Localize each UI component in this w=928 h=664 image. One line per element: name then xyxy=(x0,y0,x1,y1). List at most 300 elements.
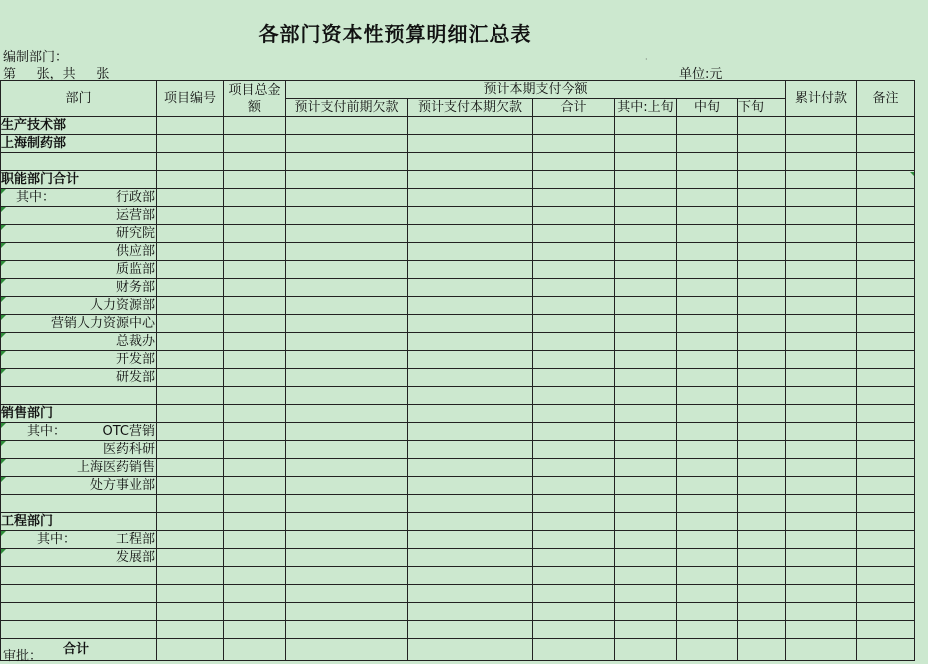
data-cell[interactable] xyxy=(615,603,677,621)
data-cell[interactable] xyxy=(738,279,786,297)
data-cell[interactable] xyxy=(408,261,533,279)
data-cell[interactable] xyxy=(857,333,915,351)
data-cell[interactable] xyxy=(533,261,615,279)
data-cell[interactable] xyxy=(408,207,533,225)
data-cell[interactable] xyxy=(157,441,224,459)
data-cell[interactable] xyxy=(615,585,677,603)
data-cell[interactable] xyxy=(157,333,224,351)
dept-cell[interactable] xyxy=(1,333,157,351)
data-cell[interactable] xyxy=(786,135,857,153)
data-cell[interactable] xyxy=(677,585,738,603)
data-cell[interactable] xyxy=(857,423,915,441)
data-cell[interactable] xyxy=(533,549,615,567)
data-cell[interactable] xyxy=(857,351,915,369)
data-cell[interactable] xyxy=(786,531,857,549)
dept-cell[interactable]: 销售部门 xyxy=(1,405,157,423)
data-cell[interactable] xyxy=(786,225,857,243)
data-cell[interactable] xyxy=(286,351,408,369)
data-cell[interactable] xyxy=(615,117,677,135)
data-cell[interactable] xyxy=(786,315,857,333)
data-cell[interactable] xyxy=(738,513,786,531)
dept-cell[interactable] xyxy=(1,207,157,225)
data-cell[interactable] xyxy=(857,531,915,549)
data-cell[interactable] xyxy=(408,135,533,153)
header-middle-period[interactable]: 中旬 xyxy=(677,99,738,117)
data-cell[interactable] xyxy=(615,225,677,243)
data-cell[interactable] xyxy=(286,585,408,603)
data-cell[interactable] xyxy=(786,549,857,567)
data-cell[interactable] xyxy=(224,135,286,153)
data-cell[interactable] xyxy=(157,549,224,567)
data-cell[interactable] xyxy=(677,549,738,567)
data-cell[interactable] xyxy=(533,135,615,153)
data-cell[interactable] xyxy=(286,513,408,531)
dept-cell[interactable] xyxy=(1,261,157,279)
dept-cell[interactable] xyxy=(1,279,157,297)
data-cell[interactable] xyxy=(224,405,286,423)
dept-cell[interactable] xyxy=(1,495,157,513)
data-cell[interactable] xyxy=(533,459,615,477)
data-cell[interactable] xyxy=(224,153,286,171)
data-cell[interactable] xyxy=(157,243,224,261)
data-cell[interactable] xyxy=(786,243,857,261)
data-cell[interactable] xyxy=(615,171,677,189)
data-cell[interactable] xyxy=(615,549,677,567)
dept-cell[interactable] xyxy=(1,603,157,621)
data-cell[interactable] xyxy=(677,225,738,243)
data-cell[interactable] xyxy=(224,531,286,549)
data-cell[interactable] xyxy=(786,351,857,369)
data-cell[interactable] xyxy=(615,189,677,207)
data-cell[interactable] xyxy=(738,405,786,423)
data-cell[interactable] xyxy=(533,369,615,387)
data-cell[interactable] xyxy=(738,171,786,189)
data-cell[interactable] xyxy=(157,513,224,531)
data-cell[interactable] xyxy=(533,189,615,207)
data-cell[interactable] xyxy=(677,315,738,333)
header-curr-arrears[interactable]: 预计支付本期欠款 xyxy=(408,99,533,117)
data-cell[interactable] xyxy=(857,387,915,405)
dept-cell[interactable] xyxy=(1,567,157,585)
data-cell[interactable] xyxy=(224,567,286,585)
data-cell[interactable] xyxy=(224,171,286,189)
data-cell[interactable] xyxy=(677,171,738,189)
data-cell[interactable] xyxy=(533,423,615,441)
dept-cell[interactable] xyxy=(1,297,157,315)
data-cell[interactable] xyxy=(408,531,533,549)
data-cell[interactable] xyxy=(738,387,786,405)
data-cell[interactable] xyxy=(533,171,615,189)
data-cell[interactable] xyxy=(157,315,224,333)
data-cell[interactable] xyxy=(677,351,738,369)
data-cell[interactable] xyxy=(738,549,786,567)
data-cell[interactable] xyxy=(224,117,286,135)
data-cell[interactable] xyxy=(857,261,915,279)
data-cell[interactable] xyxy=(286,297,408,315)
data-cell[interactable] xyxy=(157,207,224,225)
data-cell[interactable] xyxy=(677,441,738,459)
data-cell[interactable] xyxy=(408,369,533,387)
header-payment-group[interactable]: 预计本期支付今额 xyxy=(286,81,786,99)
data-cell[interactable] xyxy=(857,495,915,513)
data-cell[interactable] xyxy=(224,387,286,405)
data-cell[interactable] xyxy=(533,513,615,531)
data-cell[interactable] xyxy=(157,369,224,387)
data-cell[interactable] xyxy=(157,639,224,661)
data-cell[interactable] xyxy=(738,531,786,549)
data-cell[interactable] xyxy=(738,333,786,351)
data-cell[interactable] xyxy=(533,621,615,639)
data-cell[interactable] xyxy=(615,495,677,513)
data-cell[interactable] xyxy=(286,621,408,639)
data-cell[interactable] xyxy=(615,351,677,369)
data-cell[interactable] xyxy=(408,243,533,261)
data-cell[interactable] xyxy=(786,513,857,531)
header-project-total[interactable] xyxy=(224,81,286,117)
data-cell[interactable] xyxy=(738,567,786,585)
data-cell[interactable] xyxy=(738,585,786,603)
data-cell[interactable] xyxy=(157,387,224,405)
data-cell[interactable] xyxy=(677,153,738,171)
data-cell[interactable] xyxy=(224,441,286,459)
data-cell[interactable] xyxy=(615,405,677,423)
data-cell[interactable] xyxy=(857,441,915,459)
dept-cell[interactable] xyxy=(1,369,157,387)
data-cell[interactable] xyxy=(738,477,786,495)
data-cell[interactable] xyxy=(615,333,677,351)
data-cell[interactable] xyxy=(677,513,738,531)
header-project-no[interactable]: 项目编号 xyxy=(157,81,224,117)
data-cell[interactable] xyxy=(286,117,408,135)
data-cell[interactable] xyxy=(533,441,615,459)
data-cell[interactable] xyxy=(615,423,677,441)
data-cell[interactable] xyxy=(408,495,533,513)
data-cell[interactable] xyxy=(157,603,224,621)
data-cell[interactable] xyxy=(786,621,857,639)
data-cell[interactable] xyxy=(786,567,857,585)
data-cell[interactable] xyxy=(286,531,408,549)
data-cell[interactable] xyxy=(533,225,615,243)
data-cell[interactable] xyxy=(224,495,286,513)
data-cell[interactable] xyxy=(157,171,224,189)
data-cell[interactable] xyxy=(677,621,738,639)
data-cell[interactable] xyxy=(738,603,786,621)
dept-cell[interactable] xyxy=(1,441,157,459)
data-cell[interactable] xyxy=(857,225,915,243)
data-cell[interactable] xyxy=(224,243,286,261)
data-cell[interactable] xyxy=(408,405,533,423)
data-cell[interactable] xyxy=(408,279,533,297)
data-cell[interactable] xyxy=(408,441,533,459)
data-cell[interactable] xyxy=(857,549,915,567)
data-cell[interactable] xyxy=(224,621,286,639)
data-cell[interactable] xyxy=(786,495,857,513)
data-cell[interactable] xyxy=(533,153,615,171)
data-cell[interactable] xyxy=(408,639,533,661)
data-cell[interactable] xyxy=(533,315,615,333)
data-cell[interactable] xyxy=(738,261,786,279)
data-cell[interactable] xyxy=(615,207,677,225)
data-cell[interactable] xyxy=(786,441,857,459)
data-cell[interactable] xyxy=(157,261,224,279)
data-cell[interactable] xyxy=(738,441,786,459)
data-cell[interactable] xyxy=(408,621,533,639)
data-cell[interactable] xyxy=(286,459,408,477)
data-cell[interactable] xyxy=(738,189,786,207)
data-cell[interactable] xyxy=(738,297,786,315)
data-cell[interactable] xyxy=(677,369,738,387)
data-cell[interactable] xyxy=(533,243,615,261)
data-cell[interactable] xyxy=(533,585,615,603)
data-cell[interactable] xyxy=(677,135,738,153)
data-cell[interactable] xyxy=(738,135,786,153)
dept-cell[interactable] xyxy=(1,351,157,369)
data-cell[interactable] xyxy=(857,117,915,135)
data-cell[interactable] xyxy=(286,171,408,189)
data-cell[interactable] xyxy=(677,189,738,207)
data-cell[interactable] xyxy=(286,189,408,207)
data-cell[interactable] xyxy=(677,405,738,423)
data-cell[interactable] xyxy=(857,639,915,661)
data-cell[interactable] xyxy=(408,171,533,189)
data-cell[interactable] xyxy=(533,639,615,661)
data-cell[interactable] xyxy=(157,279,224,297)
data-cell[interactable] xyxy=(286,279,408,297)
data-cell[interactable] xyxy=(857,135,915,153)
data-cell[interactable] xyxy=(738,117,786,135)
data-cell[interactable] xyxy=(408,225,533,243)
data-cell[interactable] xyxy=(224,261,286,279)
data-cell[interactable] xyxy=(857,603,915,621)
data-cell[interactable] xyxy=(615,567,677,585)
data-cell[interactable] xyxy=(157,153,224,171)
dept-cell[interactable] xyxy=(1,387,157,405)
header-cumulative[interactable]: 累计付款 xyxy=(786,81,857,117)
data-cell[interactable] xyxy=(224,585,286,603)
data-cell[interactable] xyxy=(857,153,915,171)
data-cell[interactable] xyxy=(157,495,224,513)
data-cell[interactable] xyxy=(786,171,857,189)
data-cell[interactable] xyxy=(857,315,915,333)
data-cell[interactable] xyxy=(677,495,738,513)
data-cell[interactable] xyxy=(408,459,533,477)
data-cell[interactable] xyxy=(786,639,857,661)
data-cell[interactable] xyxy=(738,207,786,225)
data-cell[interactable] xyxy=(677,531,738,549)
data-cell[interactable] xyxy=(533,207,615,225)
data-cell[interactable] xyxy=(157,405,224,423)
header-upper-period[interactable]: 其中:上旬 xyxy=(615,99,677,117)
data-cell[interactable] xyxy=(786,333,857,351)
data-cell[interactable] xyxy=(615,315,677,333)
data-cell[interactable] xyxy=(677,261,738,279)
data-cell[interactable] xyxy=(615,477,677,495)
data-cell[interactable] xyxy=(533,117,615,135)
data-cell[interactable] xyxy=(857,279,915,297)
data-cell[interactable] xyxy=(786,423,857,441)
data-cell[interactable] xyxy=(224,549,286,567)
data-cell[interactable] xyxy=(157,297,224,315)
data-cell[interactable] xyxy=(408,387,533,405)
data-cell[interactable] xyxy=(286,423,408,441)
data-cell[interactable] xyxy=(408,567,533,585)
data-cell[interactable] xyxy=(286,243,408,261)
data-cell[interactable] xyxy=(857,567,915,585)
data-cell[interactable] xyxy=(615,279,677,297)
data-cell[interactable] xyxy=(224,369,286,387)
data-cell[interactable] xyxy=(786,603,857,621)
data-cell[interactable] xyxy=(738,495,786,513)
data-cell[interactable] xyxy=(786,189,857,207)
data-cell[interactable] xyxy=(857,621,915,639)
data-cell[interactable] xyxy=(533,279,615,297)
dept-cell[interactable] xyxy=(1,549,157,567)
data-cell[interactable] xyxy=(533,477,615,495)
data-cell[interactable] xyxy=(738,621,786,639)
data-cell[interactable] xyxy=(286,153,408,171)
data-cell[interactable] xyxy=(677,477,738,495)
data-cell[interactable] xyxy=(738,423,786,441)
data-cell[interactable] xyxy=(857,459,915,477)
data-cell[interactable] xyxy=(408,549,533,567)
data-cell[interactable] xyxy=(157,477,224,495)
header-remark[interactable]: 备注 xyxy=(857,81,915,117)
data-cell[interactable] xyxy=(408,117,533,135)
data-cell[interactable] xyxy=(157,225,224,243)
data-cell[interactable] xyxy=(408,603,533,621)
data-cell[interactable] xyxy=(738,243,786,261)
data-cell[interactable] xyxy=(857,369,915,387)
data-cell[interactable] xyxy=(677,117,738,135)
header-lower-period[interactable]: 下旬 xyxy=(738,99,786,117)
dept-cell[interactable]: 合计 xyxy=(1,639,157,661)
data-cell[interactable] xyxy=(615,621,677,639)
data-cell[interactable] xyxy=(615,639,677,661)
dept-cell[interactable] xyxy=(1,585,157,603)
data-cell[interactable] xyxy=(533,297,615,315)
data-cell[interactable] xyxy=(786,405,857,423)
data-cell[interactable] xyxy=(677,207,738,225)
data-cell[interactable] xyxy=(286,639,408,661)
data-cell[interactable] xyxy=(408,423,533,441)
data-cell[interactable] xyxy=(615,297,677,315)
data-cell[interactable] xyxy=(615,531,677,549)
data-cell[interactable] xyxy=(286,477,408,495)
data-cell[interactable] xyxy=(533,333,615,351)
data-cell[interactable] xyxy=(786,585,857,603)
dept-cell[interactable] xyxy=(1,225,157,243)
data-cell[interactable] xyxy=(615,153,677,171)
data-cell[interactable] xyxy=(224,459,286,477)
data-cell[interactable] xyxy=(286,207,408,225)
data-cell[interactable] xyxy=(224,225,286,243)
data-cell[interactable] xyxy=(677,603,738,621)
data-cell[interactable] xyxy=(533,351,615,369)
header-prev-arrears[interactable]: 预计支付前期欠款 xyxy=(286,99,408,117)
data-cell[interactable] xyxy=(738,225,786,243)
data-cell[interactable] xyxy=(157,459,224,477)
data-cell[interactable] xyxy=(157,117,224,135)
data-cell[interactable] xyxy=(408,513,533,531)
data-cell[interactable] xyxy=(408,333,533,351)
data-cell[interactable] xyxy=(857,189,915,207)
data-cell[interactable] xyxy=(615,369,677,387)
data-cell[interactable] xyxy=(786,459,857,477)
data-cell[interactable] xyxy=(615,387,677,405)
data-cell[interactable] xyxy=(286,549,408,567)
dept-cell[interactable]: 职能部门合计 xyxy=(1,171,157,189)
data-cell[interactable] xyxy=(677,279,738,297)
data-cell[interactable] xyxy=(786,279,857,297)
data-cell[interactable] xyxy=(224,639,286,661)
data-cell[interactable] xyxy=(408,315,533,333)
data-cell[interactable] xyxy=(738,315,786,333)
data-cell[interactable] xyxy=(286,261,408,279)
data-cell[interactable] xyxy=(786,207,857,225)
data-cell[interactable] xyxy=(738,639,786,661)
data-cell[interactable] xyxy=(157,621,224,639)
dept-cell[interactable] xyxy=(1,477,157,495)
data-cell[interactable] xyxy=(224,603,286,621)
data-cell[interactable] xyxy=(738,459,786,477)
data-cell[interactable] xyxy=(677,459,738,477)
data-cell[interactable] xyxy=(857,585,915,603)
dept-cell[interactable] xyxy=(1,423,157,441)
data-cell[interactable] xyxy=(224,513,286,531)
data-cell[interactable] xyxy=(738,153,786,171)
dept-cell[interactable] xyxy=(1,459,157,477)
data-cell[interactable] xyxy=(224,333,286,351)
data-cell[interactable] xyxy=(286,387,408,405)
dept-cell[interactable]: 工程部门 xyxy=(1,513,157,531)
header-dept[interactable]: 部门 xyxy=(1,81,157,117)
data-cell[interactable] xyxy=(786,261,857,279)
data-cell[interactable] xyxy=(408,297,533,315)
data-cell[interactable] xyxy=(224,351,286,369)
data-cell[interactable] xyxy=(857,207,915,225)
data-cell[interactable] xyxy=(408,585,533,603)
data-cell[interactable] xyxy=(786,477,857,495)
data-cell[interactable] xyxy=(286,135,408,153)
data-cell[interactable] xyxy=(408,189,533,207)
dept-cell[interactable] xyxy=(1,531,157,549)
data-cell[interactable] xyxy=(738,369,786,387)
header-subtotal[interactable]: 合计 xyxy=(533,99,615,117)
data-cell[interactable] xyxy=(286,495,408,513)
data-cell[interactable] xyxy=(677,387,738,405)
data-cell[interactable] xyxy=(408,351,533,369)
data-cell[interactable] xyxy=(677,297,738,315)
data-cell[interactable] xyxy=(408,153,533,171)
dept-cell[interactable] xyxy=(1,189,157,207)
dept-cell[interactable] xyxy=(1,243,157,261)
data-cell[interactable] xyxy=(157,567,224,585)
data-cell[interactable] xyxy=(677,243,738,261)
dept-cell[interactable] xyxy=(1,315,157,333)
data-cell[interactable] xyxy=(286,567,408,585)
data-cell[interactable] xyxy=(857,171,915,189)
data-cell[interactable] xyxy=(224,477,286,495)
data-cell[interactable] xyxy=(157,135,224,153)
data-cell[interactable] xyxy=(157,351,224,369)
data-cell[interactable] xyxy=(615,135,677,153)
data-cell[interactable] xyxy=(157,585,224,603)
data-cell[interactable] xyxy=(224,189,286,207)
data-cell[interactable] xyxy=(224,315,286,333)
data-cell[interactable] xyxy=(224,297,286,315)
data-cell[interactable] xyxy=(533,495,615,513)
data-cell[interactable] xyxy=(533,405,615,423)
